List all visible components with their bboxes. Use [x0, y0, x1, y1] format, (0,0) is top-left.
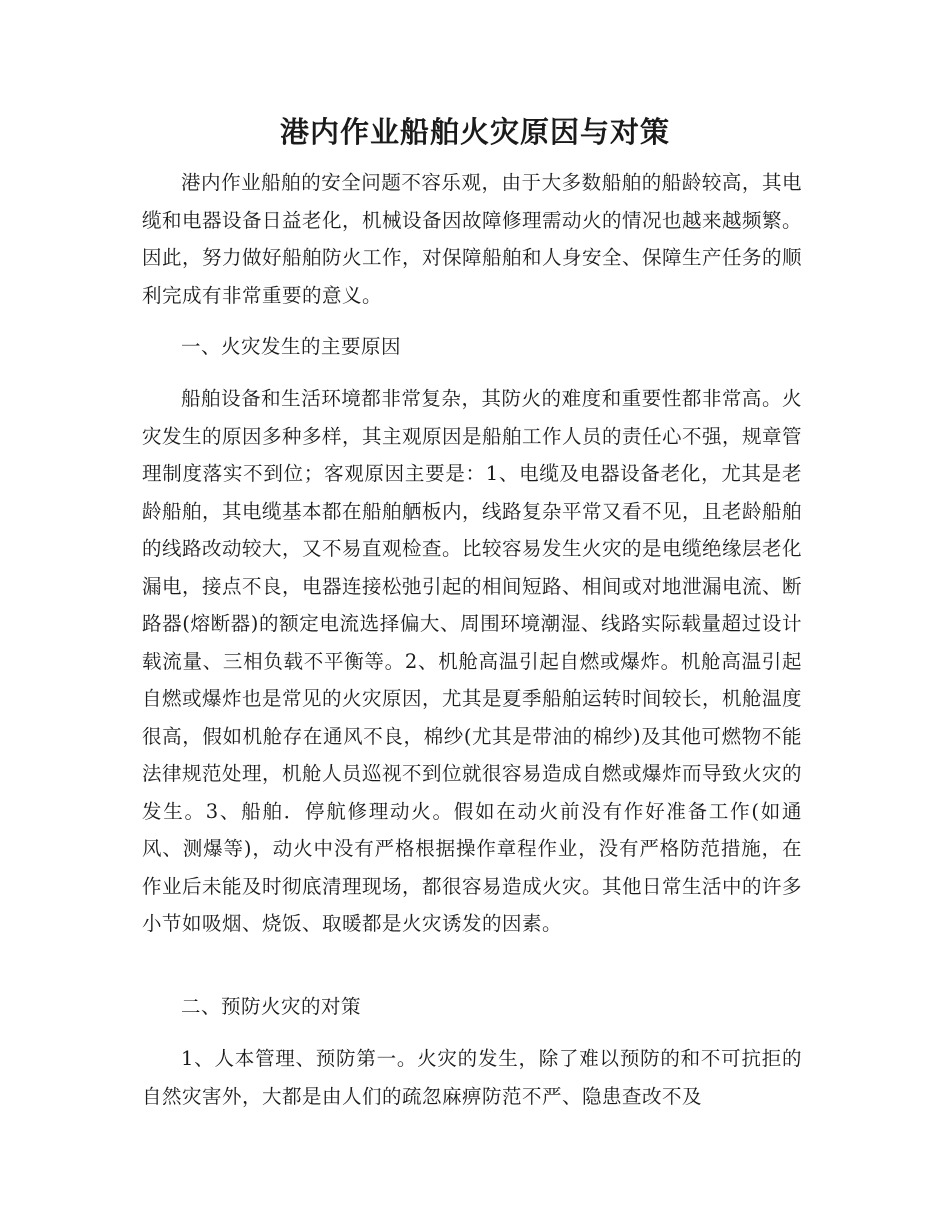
- measures-paragraph: 1、人本管理、预防第一。火灾的发生，除了难以预防的和不可抗拒的自然灾害外，大都是由人们的疏忽麻痹防范不严、隐患查改不及: [142, 1047, 802, 1108]
- section-heading-causes: 一、火灾发生的主要原因: [181, 335, 402, 358]
- causes-paragraph: 船舶设备和生活环境都非常复杂，其防火的难度和重要性都非常高。火灾发生的原因多种多样，其主观原因是船舶工作人员的责任心不强，规章管理制度落实不到位；客观原因主要是：1、电缆及电器设备老化，尤其是老龄船舶，其电缆基本都在船舶舾板内，线路复杂平常又看不见，且老龄船舶的线路改动较大，又不易直观检查。比较容易发生火灾的是电缆绝缘层老化漏电，接点不良，电器连接松弛引起的相间短路、相间或对地泄漏电流、断路器(熔断器)的额定电流选择偏大、周围环境潮湿、线路实际载量超过设计载流量、三相负载不平衡等。2、机舱高温引起自燃或爆炸。机舱高温引起自燃或爆炸也是常见的火灾原因，尤其是夏季船舶运转时间较长，机舱温度很高，假如机舱存在通风不良，棉纱(尤其是带油的棉纱)及其他可燃物不能法律规范处理，机舱人员巡视不到位就很容易造成自燃或爆炸而导致火灾的发生。3、船舶．停航修理动火。假如在动火前没有作好准备工作(如通风、测爆等)，动火中没有严格根据操作章程作业，没有严格防范措施，在作业后未能及时彻底清理现场，都很容易造成火灾。其他日常生活中的许多小节如吸烟、烧饭、取暖都是火灾诱发的因素。: [142, 387, 803, 935]
- section-heading-measures: 二、预防火灾的对策: [181, 995, 362, 1018]
- intro-paragraph: 港内作业船舶的安全问题不容乐观，由于大多数船舶的船龄较高，其电缆和电器设备日益老化，机械设备因故障修理需动火的情况也越来越频繁。因此，努力做好船舶防火工作，对保障船舶和人身安全、保障生产任务的顺利完成有非常重要的意义。: [142, 171, 803, 307]
- document-title: 港内作业船舶火灾原因与对策: [279, 115, 670, 149]
